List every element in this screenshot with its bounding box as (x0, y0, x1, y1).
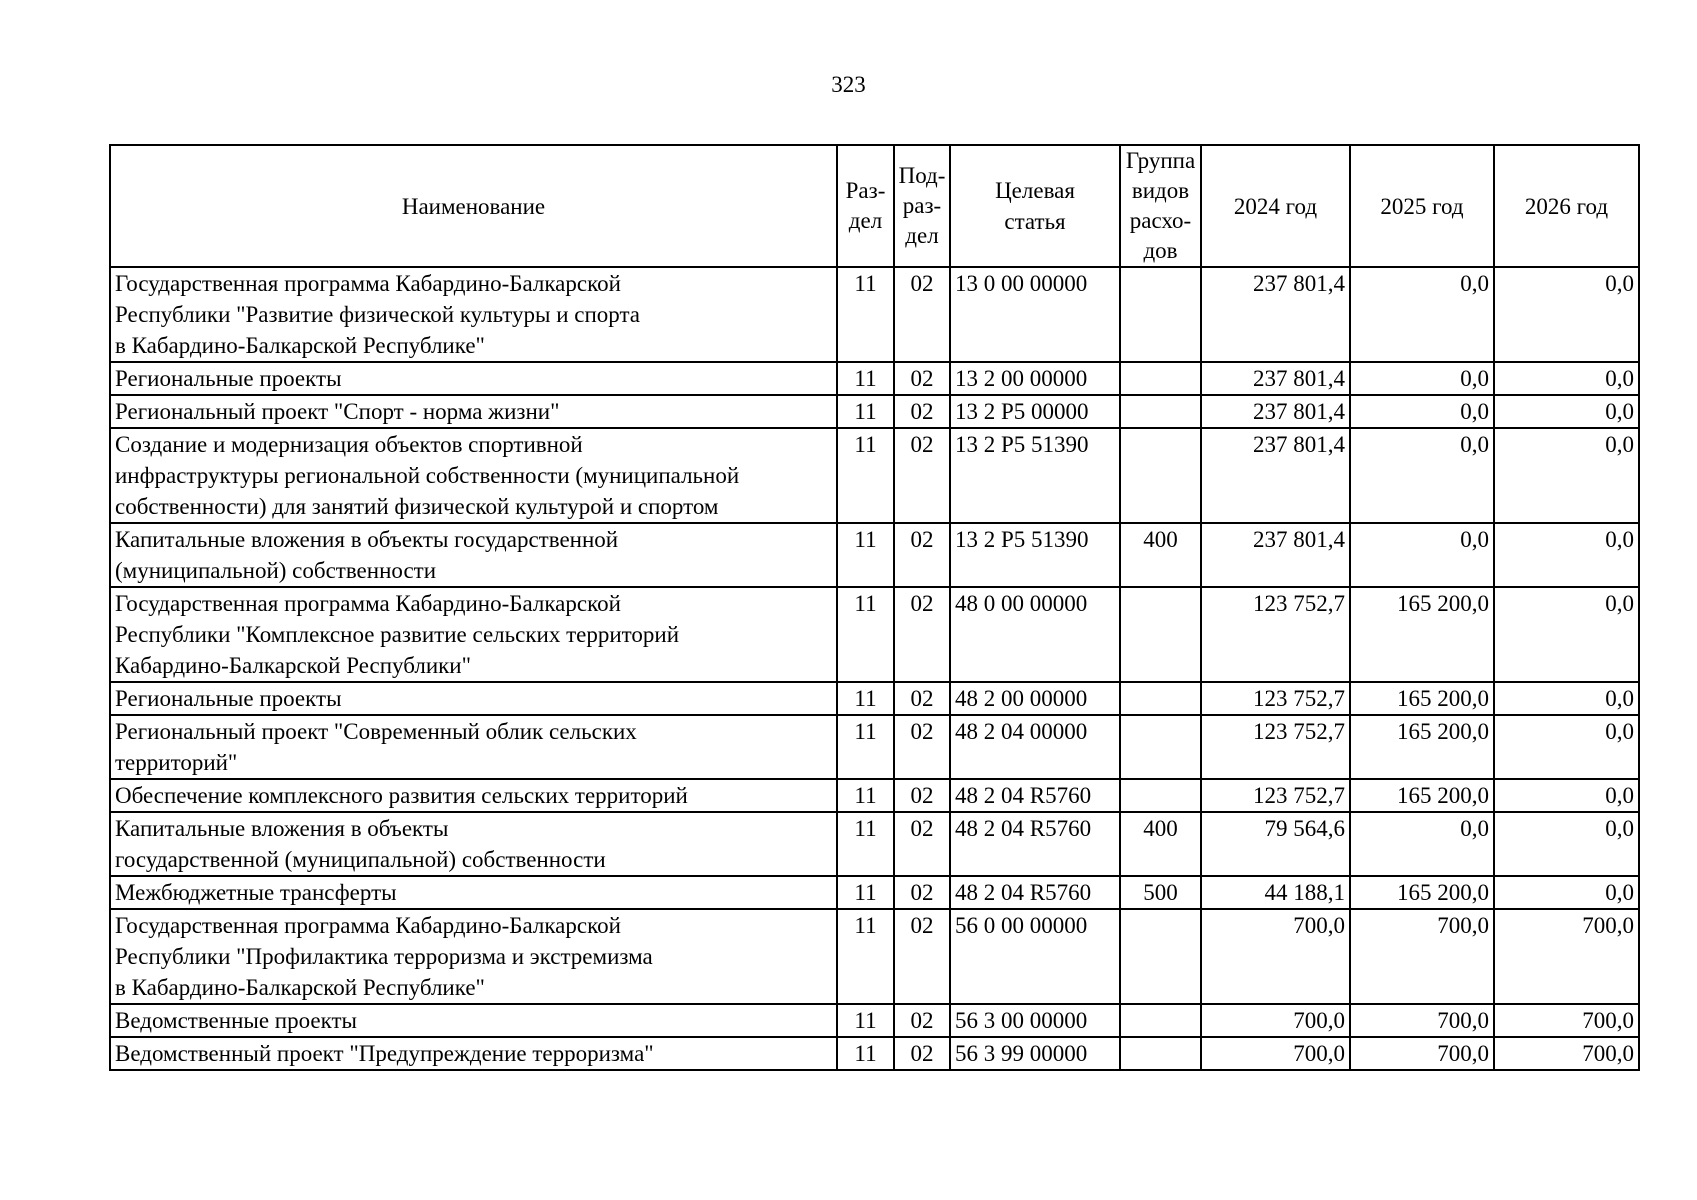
cell-2025: 165 200,0 (1350, 779, 1494, 812)
cell-target: 56 3 00 00000 (950, 1004, 1120, 1037)
header-2025-label: 2025 год (1380, 193, 1464, 219)
cell-2026: 0,0 (1494, 362, 1639, 395)
cell-target: 13 2 P5 00000 (950, 395, 1120, 428)
cell-subsection: 02 (894, 812, 950, 876)
cell-2026: 0,0 (1494, 267, 1639, 362)
cell-target: 48 0 00 00000 (950, 587, 1120, 682)
header-group-label: Группа видов расхо- дов (1125, 148, 1196, 263)
cell-subsection: 02 (894, 267, 950, 362)
cell-group (1120, 267, 1201, 362)
cell-2024: 237 801,4 (1201, 523, 1350, 587)
cell-section: 11 (837, 1037, 894, 1070)
cell-2025: 0,0 (1350, 267, 1494, 362)
cell-2026: 700,0 (1494, 1037, 1639, 1070)
cell-name: Обеспечение комплексного развития сельских территорий (110, 779, 837, 812)
header-2026-label: 2026 год (1524, 193, 1609, 219)
cell-2025: 0,0 (1350, 523, 1494, 587)
cell-2025: 0,0 (1350, 362, 1494, 395)
table-row (110, 909, 1639, 1004)
header-target (950, 145, 1120, 267)
header-2026 (1494, 145, 1639, 267)
cell-section: 11 (837, 1004, 894, 1037)
cell-2025: 0,0 (1350, 395, 1494, 428)
header-subsection-label: Под- раз- дел (898, 163, 946, 248)
cell-name: Государственная программа Кабардино-Балкарской Республики "Развитие физической культуры и спорта в Кабардино-Балкарской Республике" (110, 267, 837, 362)
cell-section: 11 (837, 682, 894, 715)
cell-section: 11 (837, 362, 894, 395)
cell-subsection: 02 (894, 362, 950, 395)
header-name (110, 145, 837, 267)
cell-2025: 700,0 (1350, 909, 1494, 1004)
cell-group (1120, 362, 1201, 395)
table-row (110, 428, 1639, 523)
cell-section: 11 (837, 812, 894, 876)
cell-name: Создание и модернизация объектов спортивной инфраструктуры региональной собственности (муниципальной собственности) для занятий физической культурой и спортом (110, 428, 837, 523)
cell-subsection: 02 (894, 587, 950, 682)
table-header-row (110, 145, 1639, 267)
header-group (1120, 145, 1201, 267)
header-name-label: Наименование (401, 193, 546, 219)
cell-2025: 700,0 (1350, 1004, 1494, 1037)
cell-name: Региональные проекты (110, 362, 837, 395)
cell-section: 11 (837, 876, 894, 909)
cell-subsection: 02 (894, 682, 950, 715)
cell-2026: 0,0 (1494, 812, 1639, 876)
cell-group (1120, 428, 1201, 523)
cell-subsection: 02 (894, 715, 950, 779)
cell-name: Межбюджетные трансферты (110, 876, 837, 909)
cell-2024: 123 752,7 (1201, 587, 1350, 682)
table-row (110, 267, 1639, 362)
cell-2026: 700,0 (1494, 1004, 1639, 1037)
header-2024-label: 2024 год (1233, 193, 1318, 219)
cell-group (1120, 779, 1201, 812)
cell-group: 500 (1120, 876, 1201, 909)
table-row (110, 876, 1639, 909)
cell-group (1120, 715, 1201, 779)
table-row (110, 779, 1639, 812)
cell-section: 11 (837, 779, 894, 812)
cell-2025: 0,0 (1350, 812, 1494, 876)
cell-section: 11 (837, 428, 894, 523)
table-row (110, 812, 1639, 876)
cell-group: 400 (1120, 812, 1201, 876)
cell-group (1120, 395, 1201, 428)
table-row (110, 362, 1639, 395)
header-section (837, 145, 894, 267)
cell-group (1120, 1004, 1201, 1037)
cell-subsection: 02 (894, 428, 950, 523)
cell-2026: 0,0 (1494, 715, 1639, 779)
header-target-label: Целевая статья (995, 178, 1075, 234)
cell-2024: 79 564,6 (1201, 812, 1350, 876)
header-2024 (1201, 145, 1350, 267)
cell-target: 13 0 00 00000 (950, 267, 1120, 362)
cell-name: Ведомственный проект "Предупреждение терроризма" (110, 1037, 837, 1070)
header-section-label: Раз- дел (845, 178, 886, 233)
cell-2026: 0,0 (1494, 523, 1639, 587)
header-subsection (894, 145, 950, 267)
cell-target: 13 2 P5 51390 (950, 523, 1120, 587)
cell-2024: 237 801,4 (1201, 362, 1350, 395)
cell-target: 48 2 04 R5760 (950, 876, 1120, 909)
cell-2024: 237 801,4 (1201, 267, 1350, 362)
cell-name: Региональные проекты (110, 682, 837, 715)
cell-section: 11 (837, 715, 894, 779)
cell-2026: 0,0 (1494, 428, 1639, 523)
cell-target: 48 2 04 00000 (950, 715, 1120, 779)
cell-name: Государственная программа Кабардино-Балкарской Республики "Комплексное развитие сельских территорий Кабардино-Балкарской Республики" (110, 587, 837, 682)
table-row (110, 395, 1639, 428)
header-2025 (1350, 145, 1494, 267)
cell-section: 11 (837, 523, 894, 587)
table-row (110, 715, 1639, 779)
cell-2024: 123 752,7 (1201, 715, 1350, 779)
cell-name: Капитальные вложения в объекты государственной (муниципальной) собственности (110, 812, 837, 876)
cell-target: 56 3 99 00000 (950, 1037, 1120, 1070)
cell-subsection: 02 (894, 876, 950, 909)
cell-group (1120, 1037, 1201, 1070)
cell-subsection: 02 (894, 1037, 950, 1070)
cell-2025: 165 200,0 (1350, 682, 1494, 715)
cell-group: 400 (1120, 523, 1201, 587)
table-row (110, 523, 1639, 587)
cell-2025: 165 200,0 (1350, 715, 1494, 779)
cell-group (1120, 909, 1201, 1004)
table-row (110, 682, 1639, 715)
cell-2025: 165 200,0 (1350, 587, 1494, 682)
cell-2024: 44 188,1 (1201, 876, 1350, 909)
cell-2026: 0,0 (1494, 876, 1639, 909)
page-number: 323 (831, 72, 866, 97)
cell-2026: 0,0 (1494, 395, 1639, 428)
cell-target: 48 2 04 R5760 (950, 812, 1120, 876)
cell-section: 11 (837, 395, 894, 428)
cell-2024: 237 801,4 (1201, 395, 1350, 428)
cell-2026: 0,0 (1494, 587, 1639, 682)
cell-subsection: 02 (894, 523, 950, 587)
table-body (110, 267, 1639, 1070)
cell-name: Ведомственные проекты (110, 1004, 837, 1037)
cell-section: 11 (837, 587, 894, 682)
table-row (110, 1037, 1639, 1070)
table-row (110, 1004, 1639, 1037)
cell-2024: 700,0 (1201, 909, 1350, 1004)
cell-name: Государственная программа Кабардино-Балкарской Республики "Профилактика терроризма и экстремизма в Кабардино-Балкарской Республике" (110, 909, 837, 1004)
cell-subsection: 02 (894, 1004, 950, 1037)
cell-target: 56 0 00 00000 (950, 909, 1120, 1004)
cell-subsection: 02 (894, 395, 950, 428)
cell-name: Региональный проект "Спорт - норма жизни" (110, 395, 837, 428)
cell-2024: 123 752,7 (1201, 779, 1350, 812)
cell-name: Региональный проект "Современный облик сельских территорий" (110, 715, 837, 779)
cell-group (1120, 682, 1201, 715)
cell-target: 13 2 P5 51390 (950, 428, 1120, 523)
cell-2024: 700,0 (1201, 1004, 1350, 1037)
cell-2026: 700,0 (1494, 909, 1639, 1004)
cell-2025: 165 200,0 (1350, 876, 1494, 909)
cell-2024: 237 801,4 (1201, 428, 1350, 523)
cell-section: 11 (837, 909, 894, 1004)
cell-2024: 123 752,7 (1201, 682, 1350, 715)
cell-target: 13 2 00 00000 (950, 362, 1120, 395)
cell-2025: 0,0 (1350, 428, 1494, 523)
cell-2026: 0,0 (1494, 682, 1639, 715)
cell-name: Капитальные вложения в объекты государственной (муниципальной) собственности (110, 523, 837, 587)
cell-subsection: 02 (894, 779, 950, 812)
cell-2025: 700,0 (1350, 1037, 1494, 1070)
cell-target: 48 2 04 R5760 (950, 779, 1120, 812)
budget-table (109, 144, 1640, 1071)
table-row (110, 587, 1639, 682)
cell-target: 48 2 00 00000 (950, 682, 1120, 715)
cell-2026: 0,0 (1494, 779, 1639, 812)
cell-2024: 700,0 (1201, 1037, 1350, 1070)
cell-subsection: 02 (894, 909, 950, 1004)
cell-group (1120, 587, 1201, 682)
cell-section: 11 (837, 267, 894, 362)
